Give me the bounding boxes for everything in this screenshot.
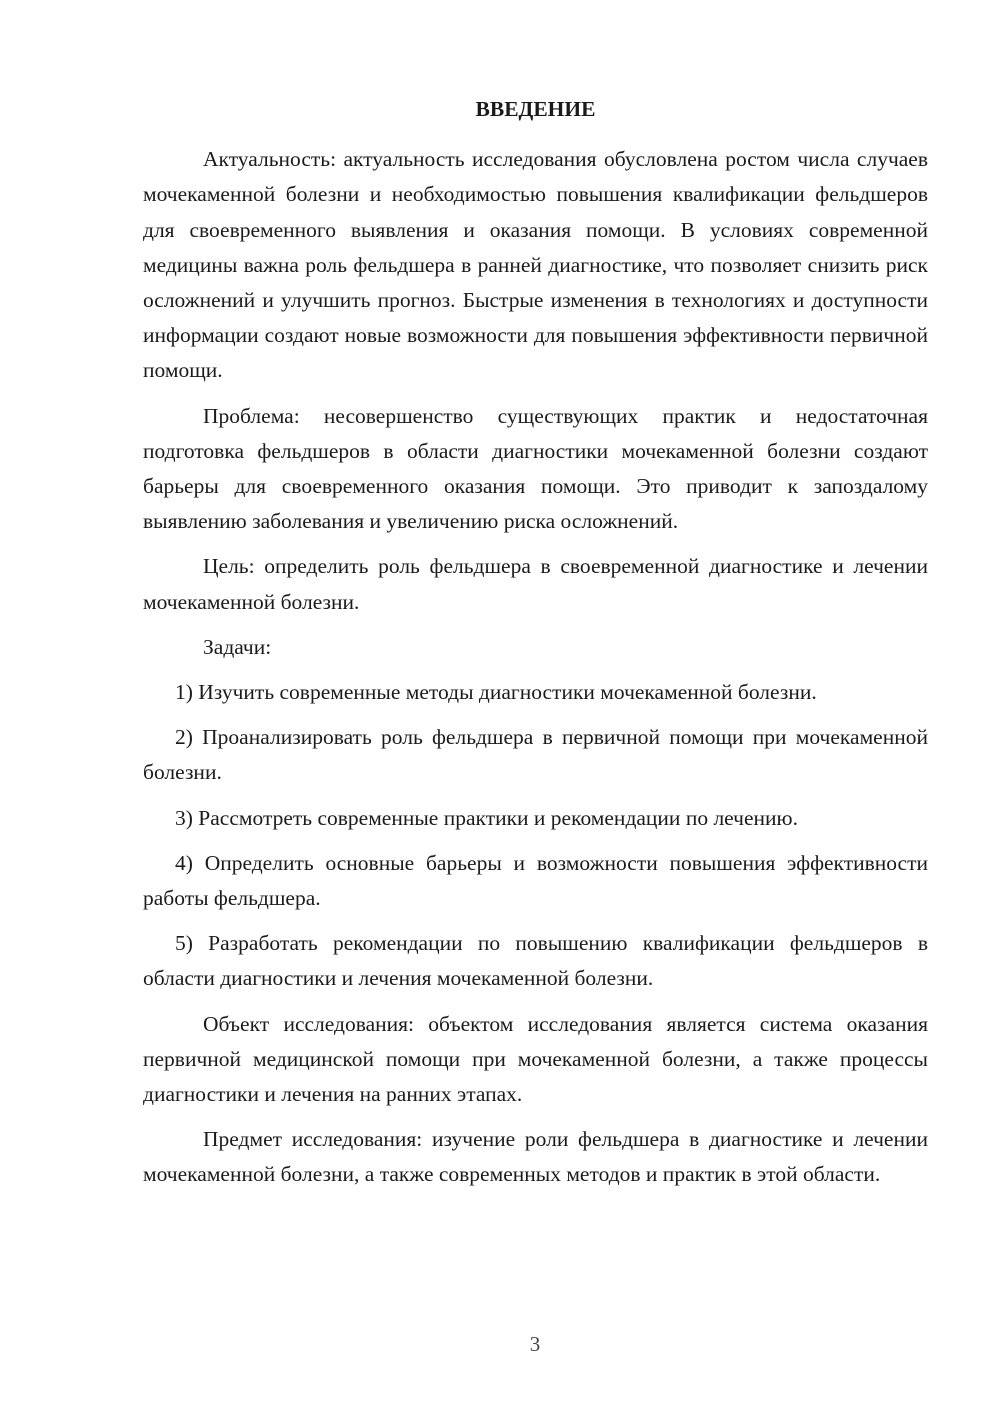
task-item-1: 1) Изучить современные методы диагностики мочекаменной болезни. <box>175 680 817 705</box>
page-number: 3 <box>529 1332 541 1356</box>
paragraph-subject: Предмет исследования: изучение роли фельдшера в диагностике и лечении мочекаменной болезни, а также современных методов и практик в этой области. <box>143 1127 928 1187</box>
paragraph-object: Объект исследования: объектом исследования является система оказания первичной медицинской помощи при мочекаменной болезни, а также процессы диагностики и лечения на ранних этапах. <box>143 1011 928 1107</box>
paragraph-problem: Проблема: несовершенство существующих практик и недостаточная подготовка фельдшеров в области диагностики мочекаменной болезни создают барьеры для своевременного оказания помощи. Это приводит к запоздалому выявлению заболевания и увеличению риска осложнений. <box>143 403 928 534</box>
paragraph-relevance: Актуальность: актуальность исследования обусловлена ростом числа случаев мочекаменной болезни и необходимостью повышения квалификации фельдшеров для своевременного выявления и оказания помощи. В условиях современной медицины важна роль фельдшера в ранней диагностике, что позволяет снизить риск осложнений и улучшить прогноз. Быстрые изменения в технологиях и доступности информации создают новые возможности для повышения эффективности первичной помощи. <box>143 147 928 383</box>
section-title: ВВЕДЕНИЕ <box>475 97 596 121</box>
task-item-5: 5) Разработать рекомендации по повышению квалификации фельдшеров в области диагностики и лечения мочекаменной болезни. <box>143 931 928 991</box>
paragraph-goal: Цель: определить роль фельдшера в своевременной диагностике и лечении мочекаменной болезни. <box>143 554 928 614</box>
task-item-3: 3) Рассмотреть современные практики и рекомендации по лечению. <box>175 805 798 830</box>
task-item-4: 4) Определить основные барьеры и возможности повышения эффективности работы фельдшера. <box>143 850 928 911</box>
document-page <box>143 92 928 1203</box>
task-item-2: 2) Проанализировать роль фельдшера в первичной помощи при мочекаменной болезни. <box>143 725 928 785</box>
paragraph-tasks-heading: Задачи: <box>203 634 272 659</box>
